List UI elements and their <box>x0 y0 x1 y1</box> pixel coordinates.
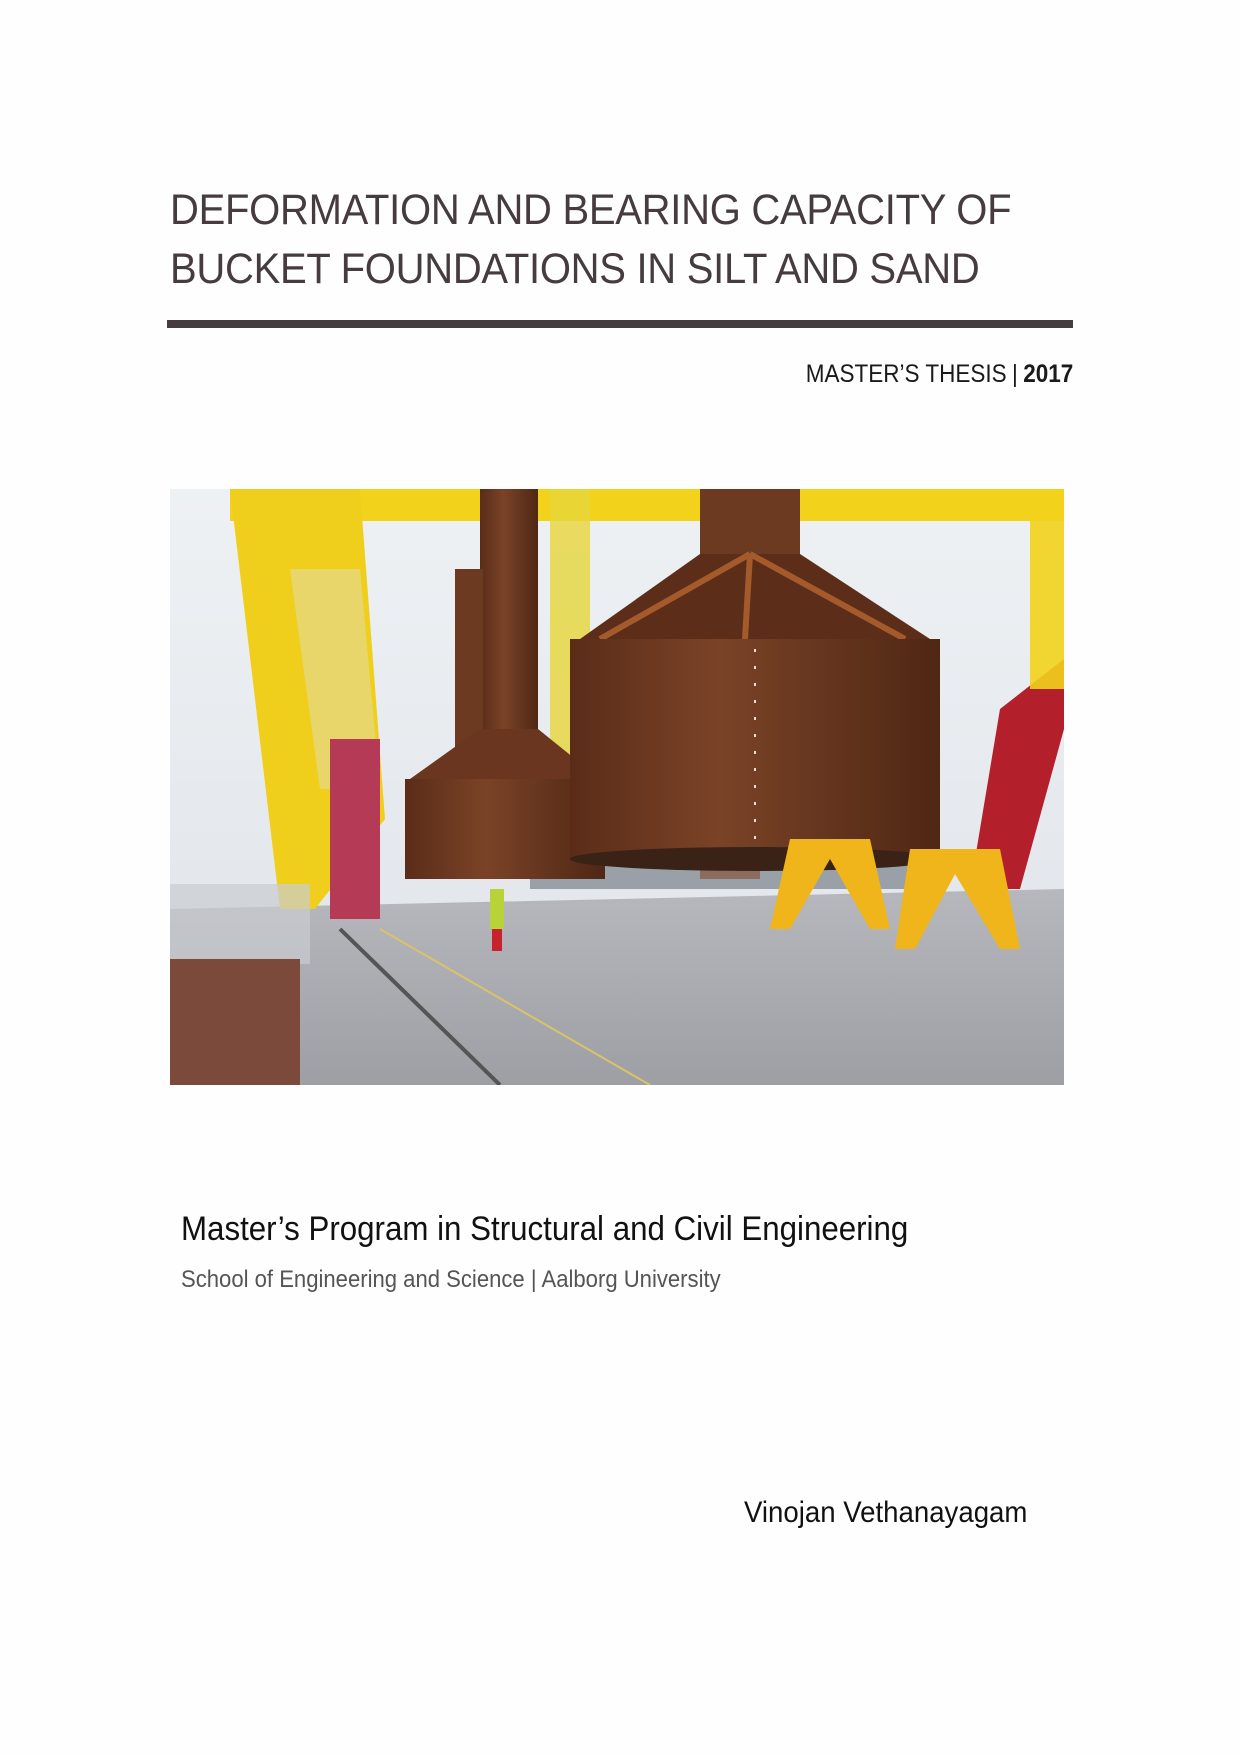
title-line-1: DEFORMATION AND BEARING CAPACITY OF <box>170 186 1012 234</box>
document-title <box>170 181 1012 299</box>
title-divider <box>167 320 1073 328</box>
title-line-2: BUCKET FOUNDATIONS IN SILT AND SAND <box>170 245 980 293</box>
thesis-year: 2017 <box>1022 360 1073 388</box>
bucket-foundation-photo <box>170 489 1064 1085</box>
school-affiliation: School of Engineering and Science | Aalborg University <box>181 1266 721 1293</box>
separator: | <box>1011 360 1018 388</box>
cover-photo <box>170 489 1064 1085</box>
program-name: Master’s Program in Structural and Civil Engineering <box>181 1210 909 1248</box>
author-name: Vinojan Vethanayagam <box>744 1496 1028 1529</box>
thesis-label: MASTER’S THESIS <box>805 360 1007 388</box>
thesis-type-line <box>805 360 1073 389</box>
